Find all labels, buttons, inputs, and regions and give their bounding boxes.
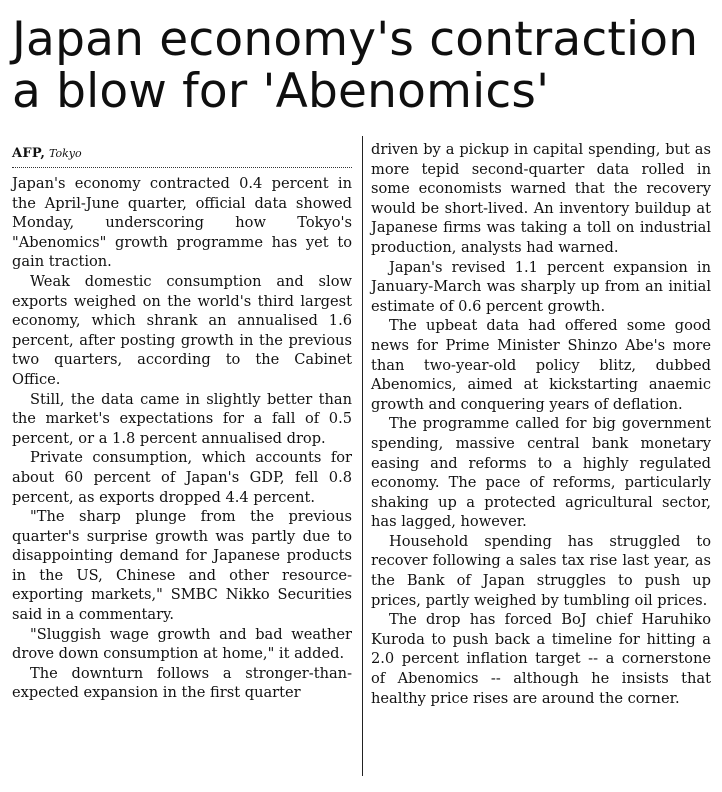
paragraph: "The sharp plunge from the previous quarter's surprise growth was partly due to disappointing demand for Japanese products in the US, Chinese and other resource-exporting markets," SMBC Nikko Securities said in a commentary. <box>12 508 352 624</box>
headline <box>10 14 712 118</box>
paragraph: The drop has forced BoJ chief Haruhiko Kuroda to push back a timeline for hitting a 2.0 percent inflation target -- a cornerstone of Abenomics -- although he insists that healthy price rises are around the corner. <box>371 611 711 707</box>
headline-line-1: Japan economy's contraction <box>12 12 699 67</box>
headline-line-2: a blow for 'Abenomics' <box>12 64 550 119</box>
right-column <box>371 140 711 708</box>
byline <box>12 144 352 163</box>
left-column <box>12 144 352 703</box>
article-body <box>12 130 712 792</box>
byline-agency: AFP, <box>12 146 46 161</box>
paragraph: "Sluggish wage growth and bad weather drove down consumption at home," it added. <box>12 625 352 663</box>
paragraph: The upbeat data had offered some good news for Prime Minister Shinzo Abe's more than two-year-old policy blitz, dubbed Abenomics, aimed at kickstarting anaemic growth and conquering years of deflation. <box>371 317 711 413</box>
paragraph: Still, the data came in slightly better than the market's expectations for a fall of 0.5 percent, or a 1.8 percent annualised drop. <box>12 390 352 447</box>
byline-city: Tokyo <box>48 147 82 160</box>
paragraph: Private consumption, which accounts for about 60 percent of Japan's GDP, fell 0.8 percent, as exports dropped 4.4 percent. <box>12 449 352 506</box>
paragraph: Japan's revised 1.1 percent expansion in January-March was sharply up from an initial estimate of 0.6 percent growth. <box>371 258 711 315</box>
paragraph-continued: driven by a pickup in capital spending, but as more tepid second-quarter data rolled in some economists warned that the recovery would be short-lived. An inventory buildup at Japanese firms was taking a toll on industrial production, analysts had warned. <box>371 141 711 256</box>
column-divider <box>362 136 363 776</box>
paragraph: Household spending has struggled to recover following a sales tax rise last year, as the Bank of Japan struggles to push up prices, partly weighed by tumbling oil prices. <box>371 532 711 609</box>
byline-divider <box>12 167 352 168</box>
paragraph: The programme called for big government spending, massive central bank monetary easing and reforms to a highly regulated economy. The pace of reforms, particularly shaking up a protected agricultural sector, has lagged, however. <box>371 415 711 531</box>
paragraph: Weak domestic consumption and slow exports weighed on the world's third largest economy, which shrank an annualised 1.6 percent, after posting growth in the previous two quarters, according to the Cabinet Office. <box>12 272 352 388</box>
paragraph: Japan's economy contracted 0.4 percent in the April-June quarter, official data showed Monday, underscoring how Tokyo's "Abenomics" growth programme has yet to gain traction. <box>12 175 352 271</box>
paragraph: The downturn follows a stronger-than-expected expansion in the first quarter <box>12 664 352 702</box>
